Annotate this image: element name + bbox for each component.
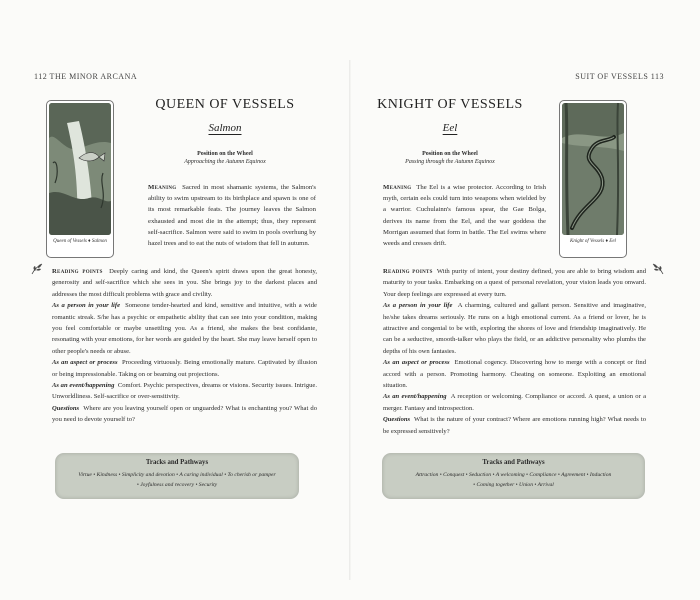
eel-river-art	[562, 103, 624, 235]
reading-label: Reading points	[383, 268, 433, 275]
card-subtitle: Eel	[442, 122, 458, 134]
card-caption: Knight of Vessels ♦ Eel	[570, 239, 616, 244]
tracks-line-2: • Joyfulness and recovery • Security	[136, 482, 218, 488]
wheel-position	[125, 151, 325, 165]
event-label: As an event/happening	[383, 393, 447, 401]
questions-label: Questions	[52, 404, 80, 412]
person-text: Someone tender-hearted and kind, sensitive and intuitive, with a wide romantic streak. S/he has a psychic or empathetic ability that can see into your condition, making you feel comfortable or maybe unsettling you. As a friend, she makes the best confidante, resonating with your emotions, for her words are guided by the heart. She may leave herself open to other people's needs or abuse.	[52, 302, 317, 355]
running-head: SUIT OF VESSELS 113	[575, 72, 664, 81]
person-label: As a person in your life	[383, 302, 453, 310]
aspect-label: As an aspect or process	[383, 359, 450, 367]
meaning-label: Meaning	[383, 184, 412, 191]
questions-text: Where are you leaving yourself open or unguarded? What is enchanting you? What do you need to devote yourself to?	[52, 404, 317, 424]
running-head: 112 THE MINOR ARCANA	[34, 72, 138, 81]
questions-text: What is the nature of your contract? Where are emotions running high? What needs to be expressed sensitively?	[383, 416, 646, 435]
aspect-label: As an aspect or process	[52, 359, 118, 367]
tarot-card-knight-of-vessels	[559, 100, 627, 258]
card-title: KNIGHT OF VESSELS	[377, 97, 523, 112]
wheel-position	[350, 151, 550, 165]
aspect-text: Emotional cogency. Discovering how to merge with a concept or find accord with a person. Promoting harmony. Cheating on someone. Exploiting an emotional situation.	[383, 359, 647, 390]
reading-body	[383, 266, 646, 437]
tracks-line-1: Attraction • Conquest • Seduction • A welcoming • Compliance • Agreement • Induction	[415, 472, 612, 478]
wheel-value: Passing through the Autumn Equinox	[405, 159, 495, 165]
tracks-line-1: Virtue • Kindness • Simplicity and devotion • A caring individual • To cherish or pamper	[78, 472, 276, 478]
tarot-card-queen-of-vessels	[46, 100, 114, 258]
event-text: A reception or welcoming. Compliance or accord. A quest, a union or a merger. Fantasy and introspection.	[383, 393, 646, 412]
tracks-and-pathways-box	[382, 453, 645, 499]
meaning-paragraph	[383, 182, 546, 249]
eel-illustration	[562, 103, 624, 235]
wheel-label: Position on the Wheel	[422, 151, 478, 157]
meaning-text: Sacred in most shamanic systems, the Salmon's ability to swim upstream to its birthplace and spawn is one of its most remarkable feats. The journey leaves the Salmon exhausted and most die in the attempt; thus, they represent self-sacrifice. Salmon were said to swim in pools overhung by hazel trees and to eat the nuts of wisdom that fell in autumn.	[148, 184, 317, 248]
questions-label: Questions	[383, 416, 411, 424]
tracks-heading: Tracks and Pathways	[145, 459, 209, 466]
meaning-paragraph	[148, 182, 316, 249]
card-title: QUEEN OF VESSELS	[155, 97, 295, 112]
event-text: Comfort. Psychic perspectives, dreams or visions. Security issues. Intrigue. Unworldliness. Self-sacrifice or over-sensitivity.	[52, 382, 317, 401]
leaf-ornament-icon	[30, 262, 44, 276]
reading-text: Deeply caring and kind, the Queen's spirit draws upon the great honesty, generosity and self-sacrifice which she sees in you. She brings joy to the darkest places and addresses the most difficult problems with grace and civility.	[52, 268, 318, 298]
event-label: As an event/happening	[52, 382, 115, 390]
salmon-waterfall-art	[49, 103, 111, 235]
card-caption: Queen of Vessels ♦ Salmon	[53, 239, 107, 244]
person-text: A charming, cultured and gallant person. Sensitive and imaginative, he/she takes dreams seriously. He runs on a high emotional current. As a friend or lover, he is attractive and congenial to be with, exploring the shores of love and friendship imaginatively. He can be a seductive, smooth-talker who plays the field, or an addictive personality who plumbs the depths of his own fantasies.	[383, 302, 646, 355]
wheel-value: Approaching the Autumn Equinox	[184, 159, 266, 165]
reading-body	[52, 266, 317, 426]
salmon-illustration	[49, 103, 111, 235]
aspect-text: Proceeding virtuously. Being emotionally mature. Captivated by illusion or being impressionable. Taking on or beaming out projections.	[52, 359, 318, 378]
meaning-label: Meaning	[148, 184, 177, 191]
card-subtitle: Salmon	[208, 122, 242, 134]
leaf-ornament-icon	[651, 262, 665, 276]
meaning-text: The Eel is a wise protector. According to Irish myth, certain eels could turn into weapons when wielded by a warrior. Cuchulainn's famous spear, the Gae Bolga, derives its name from the Eel, and the war goddess the Morrigan assumed that form in battle. The Eel swims where weeds and cresses drift.	[383, 184, 546, 248]
reading-label: Reading points	[52, 268, 103, 275]
right-page	[350, 0, 700, 600]
wheel-label: Position on the Wheel	[197, 151, 253, 157]
tracks-line-2: • Coming together • Union • Arrival	[473, 482, 554, 488]
person-label: As a person in your life	[52, 302, 121, 310]
reading-text: With purity of intent, your destiny defined, you are able to bring wisdom and maturity to your tasks. Embarking on a quest of personal revelation, your vision leads you onward. Your deep feelings are expressed at every turn.	[383, 268, 646, 298]
tracks-and-pathways-box	[55, 453, 299, 499]
tracks-heading: Tracks and Pathways	[482, 459, 545, 466]
